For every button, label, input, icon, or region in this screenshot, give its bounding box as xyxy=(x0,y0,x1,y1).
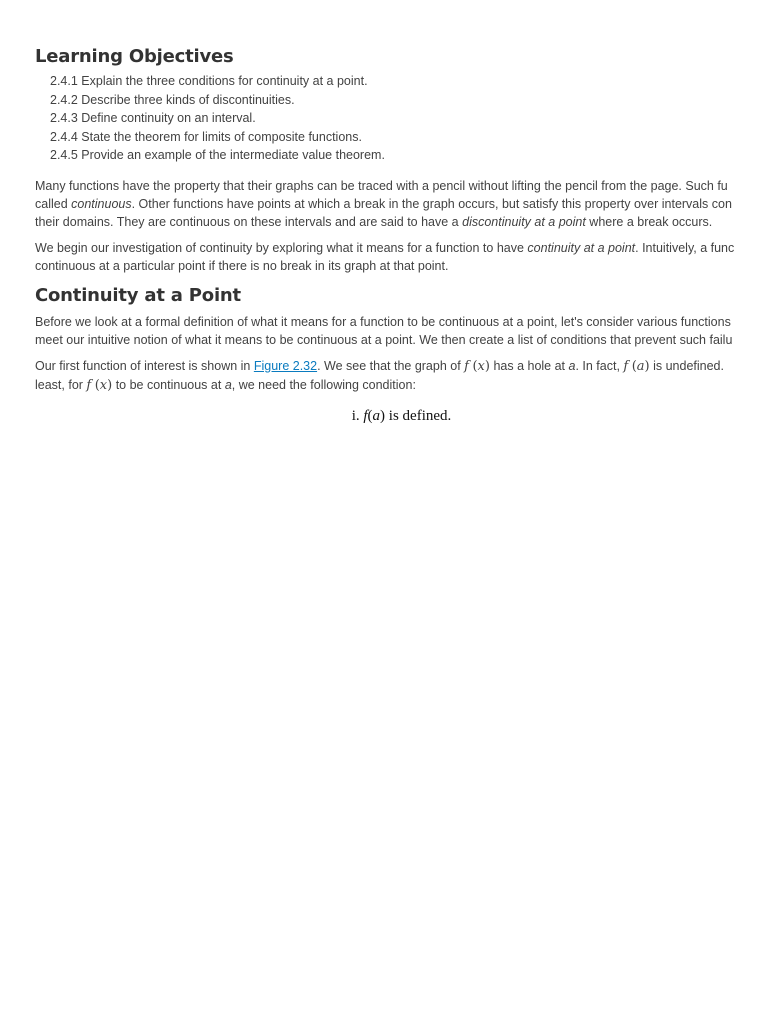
intro-paragraph-1 xyxy=(35,177,768,231)
objective-item: 2.4.4 State the theorem for limits of composite functions. xyxy=(50,129,362,144)
term-continuous: continuous xyxy=(71,196,132,211)
term-discontinuity: discontinuity at a point xyxy=(462,214,586,229)
variable-a: a xyxy=(568,358,576,373)
math-f: f xyxy=(623,358,629,374)
text-run: their domains. They are continuous on these intervals and are said to have a xyxy=(35,214,463,229)
text-run: We begin our investigation of continuity by exploring what it means for a function to have xyxy=(35,240,528,255)
learning-objectives-heading: Learning Objectives xyxy=(35,46,234,67)
objective-item: 2.4.5 Provide an example of the intermediate value theorem. xyxy=(50,148,385,162)
math-f: f xyxy=(86,377,92,393)
objective-item: 2.4.1 Explain the three conditions for continuity at a point. xyxy=(50,74,368,88)
objective-item: 2.4.3 Define continuity on an interval. xyxy=(50,111,256,125)
text-run: has a hole at xyxy=(489,358,569,373)
math-fx: f (x) xyxy=(464,358,490,374)
section-heading: Continuity at a Point xyxy=(35,284,241,306)
text-run: . We see that the graph of xyxy=(317,358,465,373)
math-a: a xyxy=(636,358,645,374)
text-line: meet our intuitive notion of what it means to be continuous at a point. We then create a list of conditions that prevent such failu xyxy=(35,332,733,347)
content-column xyxy=(35,44,768,426)
text-run: least, for xyxy=(35,377,87,392)
text-line: continuous at a particular point if there is no break in its graph at that point. xyxy=(35,258,449,273)
learning-objectives-list xyxy=(50,72,768,165)
text-run: to be continuous at xyxy=(112,377,225,392)
math-x: x xyxy=(99,377,108,393)
text-line xyxy=(35,239,768,257)
text-run: Our first function of interest is shown in xyxy=(35,358,254,373)
math-f: f xyxy=(363,407,368,424)
objective-item: 2.4.2 Describe three kinds of discontinuities. xyxy=(50,92,295,107)
math-fa: f (a) xyxy=(623,358,650,374)
intro-paragraph-2 xyxy=(35,239,768,275)
math-x: x xyxy=(477,358,485,374)
text-line xyxy=(35,376,768,395)
text-line: Many functions have the property that their graphs can be traced with a pencil without lifting the pencil from the page. Such fu xyxy=(35,178,728,193)
figure-link[interactable]: Figure 2.32 xyxy=(253,358,318,373)
math-f: f xyxy=(464,358,469,374)
section-paragraph-1 xyxy=(35,313,768,349)
section-paragraph-2 xyxy=(35,357,768,395)
condition-text: is defined. xyxy=(388,407,452,424)
condition-numeral: i. xyxy=(351,407,360,424)
text-run: where a break occurs. xyxy=(585,214,713,229)
text-run: , we need the following condition: xyxy=(231,377,416,392)
text-line xyxy=(35,357,768,376)
text-run: . Intuitively, a func xyxy=(635,240,735,255)
text-line xyxy=(35,213,768,231)
condition-i: i. f(a) is defined. xyxy=(351,407,452,424)
text-run: . In fact, xyxy=(575,358,624,373)
math-fx: f (x) xyxy=(86,377,113,393)
term-continuity-at-point: continuity at a point xyxy=(527,240,636,255)
text-run: is undefined. xyxy=(649,358,724,373)
math-a: a xyxy=(372,407,381,424)
text-line xyxy=(35,195,768,213)
text-line: Before we look at a formal definition of what it means for a function to be continuous at a point, let's consider various functions xyxy=(35,314,731,329)
text-run: . Other functions have points at which a break in the graph occurs, but satisfy this property over intervals con xyxy=(131,196,732,211)
text-run: called xyxy=(35,196,72,211)
variable-a: a xyxy=(224,377,232,392)
